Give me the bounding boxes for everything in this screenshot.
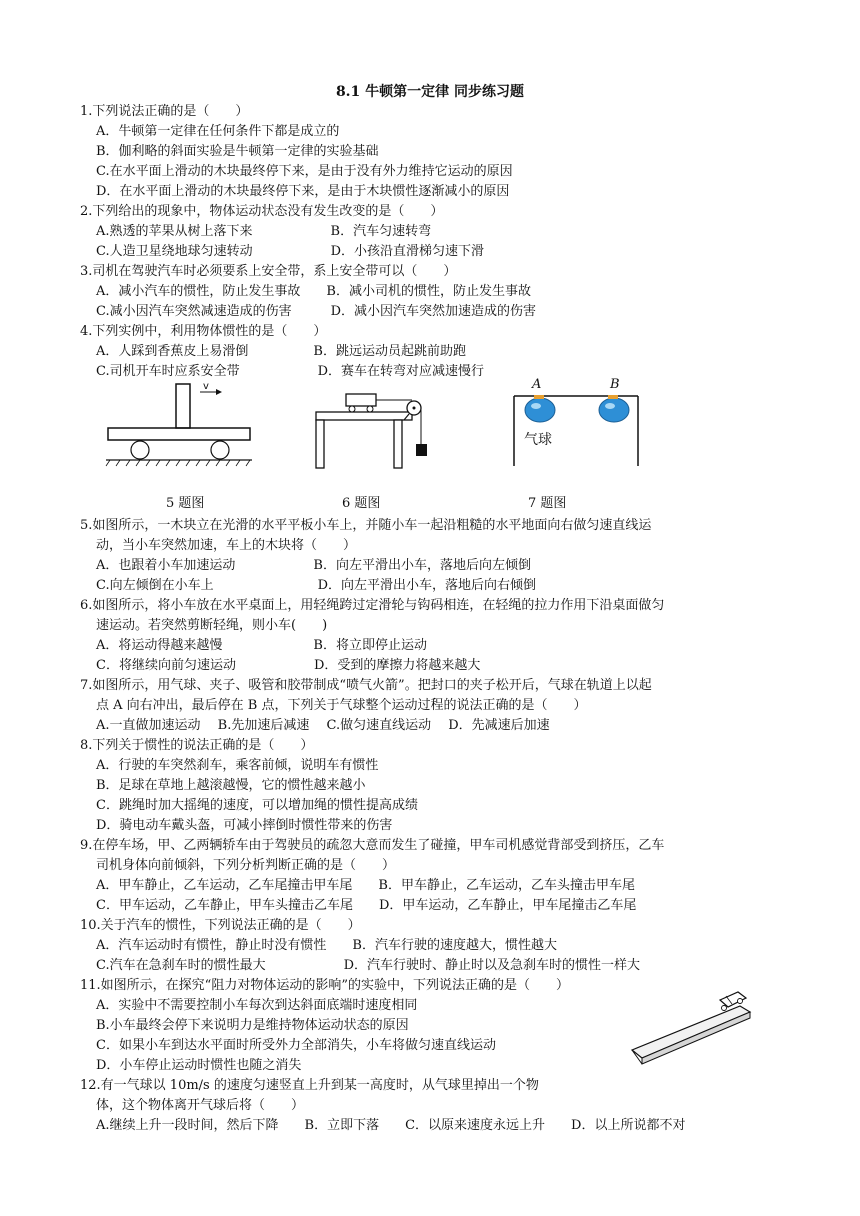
answer-option: D．骑电动车戴头盔，可减小摔倒时惯性带来的伤害 [96,818,393,833]
question-stem: 8.下列关于惯性的说法正确的是（ ） [80,738,314,753]
answer-option: B．足球在草地上越滚越慢，它的惯性越来越小 [96,778,366,793]
question-stem: 1.下列说法正确的是（ ） [80,104,249,119]
answer-option: C．跳绳时加大摇绳的速度，可以增加绳的惯性提高成绩 [96,798,418,813]
answer-option: C.汽车在急刹车时的惯性最大 D．汽车行驶时、静止时以及急刹车时的惯性一样大 [96,958,641,973]
question-stem: 7.如图所示，用气球、夹子、吸管和胶带制成“喷气火箭”。把封口的夹子松开后，气球在轨道上以起 [80,678,652,693]
question-stem: 9.在停车场，甲、乙两辆轿车由于驾驶员的疏忽大意而发生了碰撞，甲车司机感觉背部受到挤压，乙车 [80,838,665,853]
answer-option: A．行驶的车突然刹车，乘客前倾，说明车有惯性 [96,758,379,773]
figure-7-caption: 7 题图 [528,496,567,511]
answer-option: C.减小因汽车突然减速造成的伤害 D．减小因汽车突然加速造成的伤害 [96,304,537,319]
answer-option: A．减小汽车的惯性，防止发生事故 B．减小司机的惯性，防止发生事故 [96,284,531,299]
question-stem: 6.如图所示，将小车放在水平桌面上，用轻绳跨过定滑轮与钩码相连，在轻绳的拉力作用下沿桌面做匀 [80,598,665,613]
question-stem: 11.如图所示，在探究“阻力对物体运动的影响”的实验中，下列说法正确的是（ ） [80,978,569,993]
figure-6-pulley-cart [312,382,452,470]
answer-option: C．甲车运动，乙车静止，甲车头撞击乙车尾 D．甲车运动，乙车静止，甲车尾撞击乙车尾 [96,898,637,913]
answer-option: C．如果小车到达水平面时所受外力全部消失，小车将做匀速直线运动 [96,1038,496,1053]
answer-option: A．人踩到香蕉皮上易滑倒 B．跳远运动员起跳前助跑 [96,344,466,359]
balloon-label: 气球 [524,432,552,448]
answer-option: A．汽车运动时有惯性，静止时没有惯性 B．汽车行驶的速度越大，惯性越大 [96,938,557,953]
answer-option: C．将继续向前匀速运动 D．受到的摩擦力将越来越大 [96,658,481,673]
figure-5-caption: 5 题图 [166,496,205,511]
answer-option: C.人造卫星绕地球匀速转动 D．小孩沿直滑梯匀速下滑 [96,244,485,259]
question-stem: 10.关于汽车的惯性，下列说法正确的是（ ） [80,918,361,933]
figure-11-incline-cart [628,990,762,1066]
answer-option: C.向左倾倒在小车上 D．向左平滑出小车，落地后向右倾倒 [96,578,537,593]
point-a-label: A [532,377,542,392]
question-stem-continued: 动，当小车突然加速，车上的木块将（ ） [96,538,357,553]
question-stem-continued: 体，这个物体离开气球后将（ ） [96,1098,305,1113]
question-stem: 2.下列给出的现象中，物体运动状态没有发生改变的是（ ） [80,204,444,219]
answer-option: A．将运动得越来越慢 B．将立即停止运动 [96,638,427,653]
answer-option: B．伽利略的斜面实验是牛顿第一定律的实验基础 [96,144,379,159]
question-stem-continued: 速运动。若突然剪断轻绳，则小车( ) [96,618,328,633]
question-stem: 4.下列实例中，利用物体惯性的是（ ） [80,324,327,339]
figure-5-cart-block [104,378,254,468]
answer-option: D．在水平面上滑动的木块最终停下来，是由于木块惯性逐渐减小的原因 [96,184,510,199]
figure-7-balloon-rocket [506,374,646,470]
question-stem: 3.司机在驾驶汽车时必须要系上安全带，系上安全带可以（ ） [80,264,457,279]
question-stem-continued: 司机身体向前倾斜，下列分析判断正确的是（ ） [96,858,396,873]
question-stem-continued: 点 A 向右冲出，最后停在 B 点，下列关于气球整个运动过程的说法正确的是（ ） [96,698,587,713]
answer-option: D．小车停止运动时惯性也随之消失 [96,1058,302,1073]
answer-option: A.熟透的苹果从树上落下来 B．汽车匀速转弯 [96,224,432,239]
question-stem: 5.如图所示，一木块立在光滑的水平平板小车上，并随小车一起沿粗糙的水平地面向右做匀速直线运 [80,518,652,533]
answer-option: A.继续上升一段时间，然后下降 B．立即下落 C．以原来速度永远上升 D．以上所说都不对 [96,1118,686,1133]
page-title: 8.1 牛顿第一定律 同步练习题 [335,84,525,100]
answer-option: A．也跟着小车加速运动 B．向左平滑出小车，落地后向左倾倒 [96,558,531,573]
answer-option: A．甲车静止，乙车运动，乙车尾撞击甲车尾 B．甲车静止，乙车运动，乙车头撞击甲车尾 [96,878,635,893]
figure-6-caption: 6 题图 [342,496,381,511]
question-stem: 12.有一气球以 10m/s 的速度匀速竖直上升到某一高度时，从气球里掉出一个物 [80,1078,539,1093]
answer-option: A．实验中不需要控制小车每次到达斜面底端时速度相同 [96,998,418,1013]
velocity-label: v [203,381,209,392]
answer-option: A．牛顿第一定律在任何条件下都是成立的 [96,124,340,139]
answer-option: C.司机开车时应系安全带 D．赛车在转弯对应减速慢行 [96,364,485,379]
answer-option: A.一直做加速运动 B.先加速后减速 C.做匀速直线运动 D．先减速后加速 [96,718,550,733]
answer-option: B.小车最终会停下来说明力是维持物体运动状态的原因 [96,1018,409,1033]
point-b-label: B [610,377,620,392]
answer-option: C.在水平面上滑动的木块最终停下来，是由于没有外力维持它运动的原因 [96,164,513,179]
